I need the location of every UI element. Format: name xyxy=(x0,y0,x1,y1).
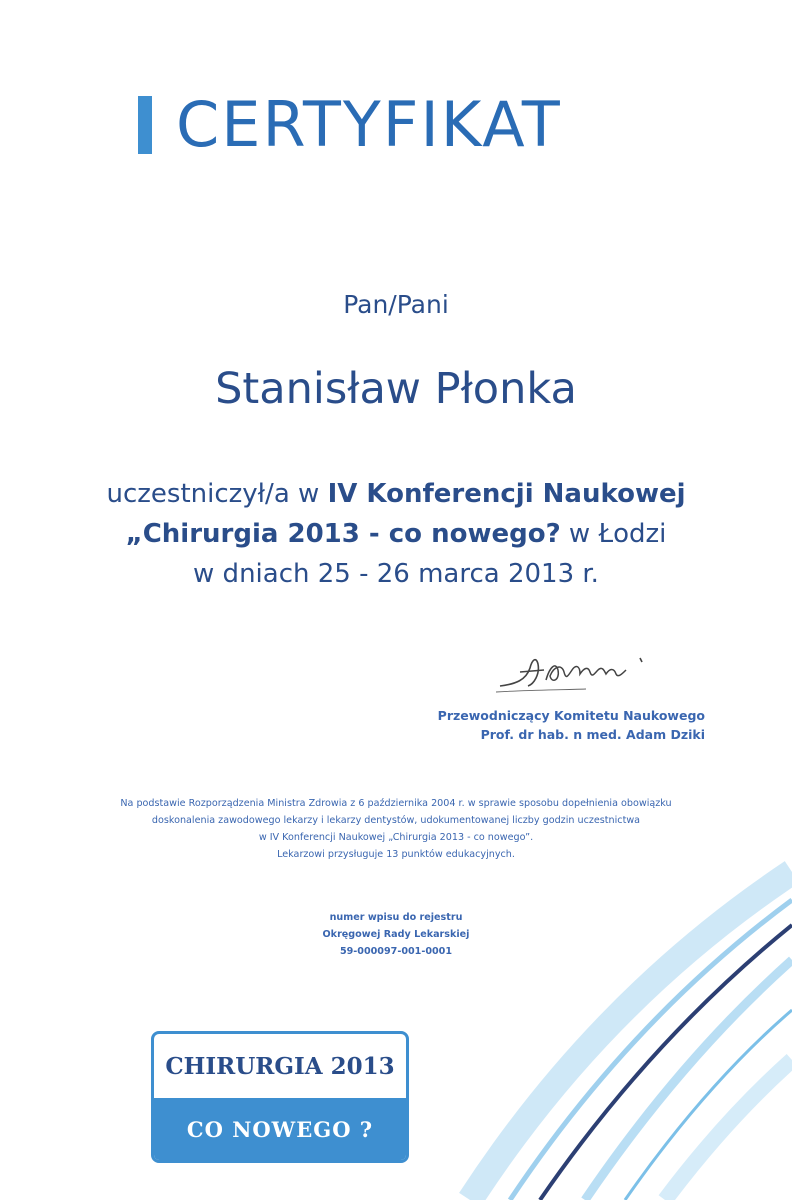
conference-logo xyxy=(151,1031,409,1163)
registry-info xyxy=(0,909,792,960)
salutation: Pan/Pani xyxy=(343,290,449,319)
handwritten-signature xyxy=(496,640,666,700)
conference-name: IV Konferencji Naukowej xyxy=(327,479,686,509)
registry-label-2: Okręgowej Rady Lekarskiej xyxy=(322,929,470,940)
certificate-title: CERTYFIKAT xyxy=(176,88,562,161)
event-dates: w dniach 25 - 26 marca 2013 r. xyxy=(193,559,599,589)
logo-line-2: CO NOWEGO ? xyxy=(154,1098,406,1160)
legal-note xyxy=(40,795,752,863)
signatory xyxy=(0,706,705,744)
participation-line-1 xyxy=(0,474,792,514)
legal-line-3: w IV Konferencji Naukowej „Chirurgia 2013 - co nowego”. xyxy=(258,832,534,843)
legal-line-4: Lekarzowi przysługuje 13 punktów edukacyjnych. xyxy=(277,849,515,860)
registry-label-1: numer wpisu do rejestru xyxy=(329,912,463,923)
participation-line-2 xyxy=(0,514,792,554)
recipient-name: Stanisław Płonka xyxy=(215,364,577,414)
participation-prefix: uczestniczył/a w xyxy=(106,479,328,509)
signatory-role: Przewodniczący Komitetu Naukowego xyxy=(437,708,705,723)
legal-line-2: doskonalenia zawodowego lekarzy i lekarzy dentystów, udokumentowanej liczby godzin uczestnictwa xyxy=(151,815,641,826)
title-accent-bar xyxy=(138,96,152,154)
signatory-name: Prof. dr hab. n med. Adam Dziki xyxy=(480,727,705,742)
event-name: „Chirurgia 2013 - co nowego? xyxy=(125,519,561,549)
participation-text xyxy=(0,474,792,594)
legal-line-1: Na podstawie Rozporządzenia Ministra Zdrowia z 6 października 2004 r. w sprawie sposobu dopełnienia obowiązku xyxy=(120,798,672,809)
logo-line-1: CHIRURGIA 2013 xyxy=(165,1052,395,1080)
event-location: w Łodzi xyxy=(560,519,667,549)
registry-number: 59-000097-001-0001 xyxy=(339,946,453,957)
title-row xyxy=(138,88,562,161)
